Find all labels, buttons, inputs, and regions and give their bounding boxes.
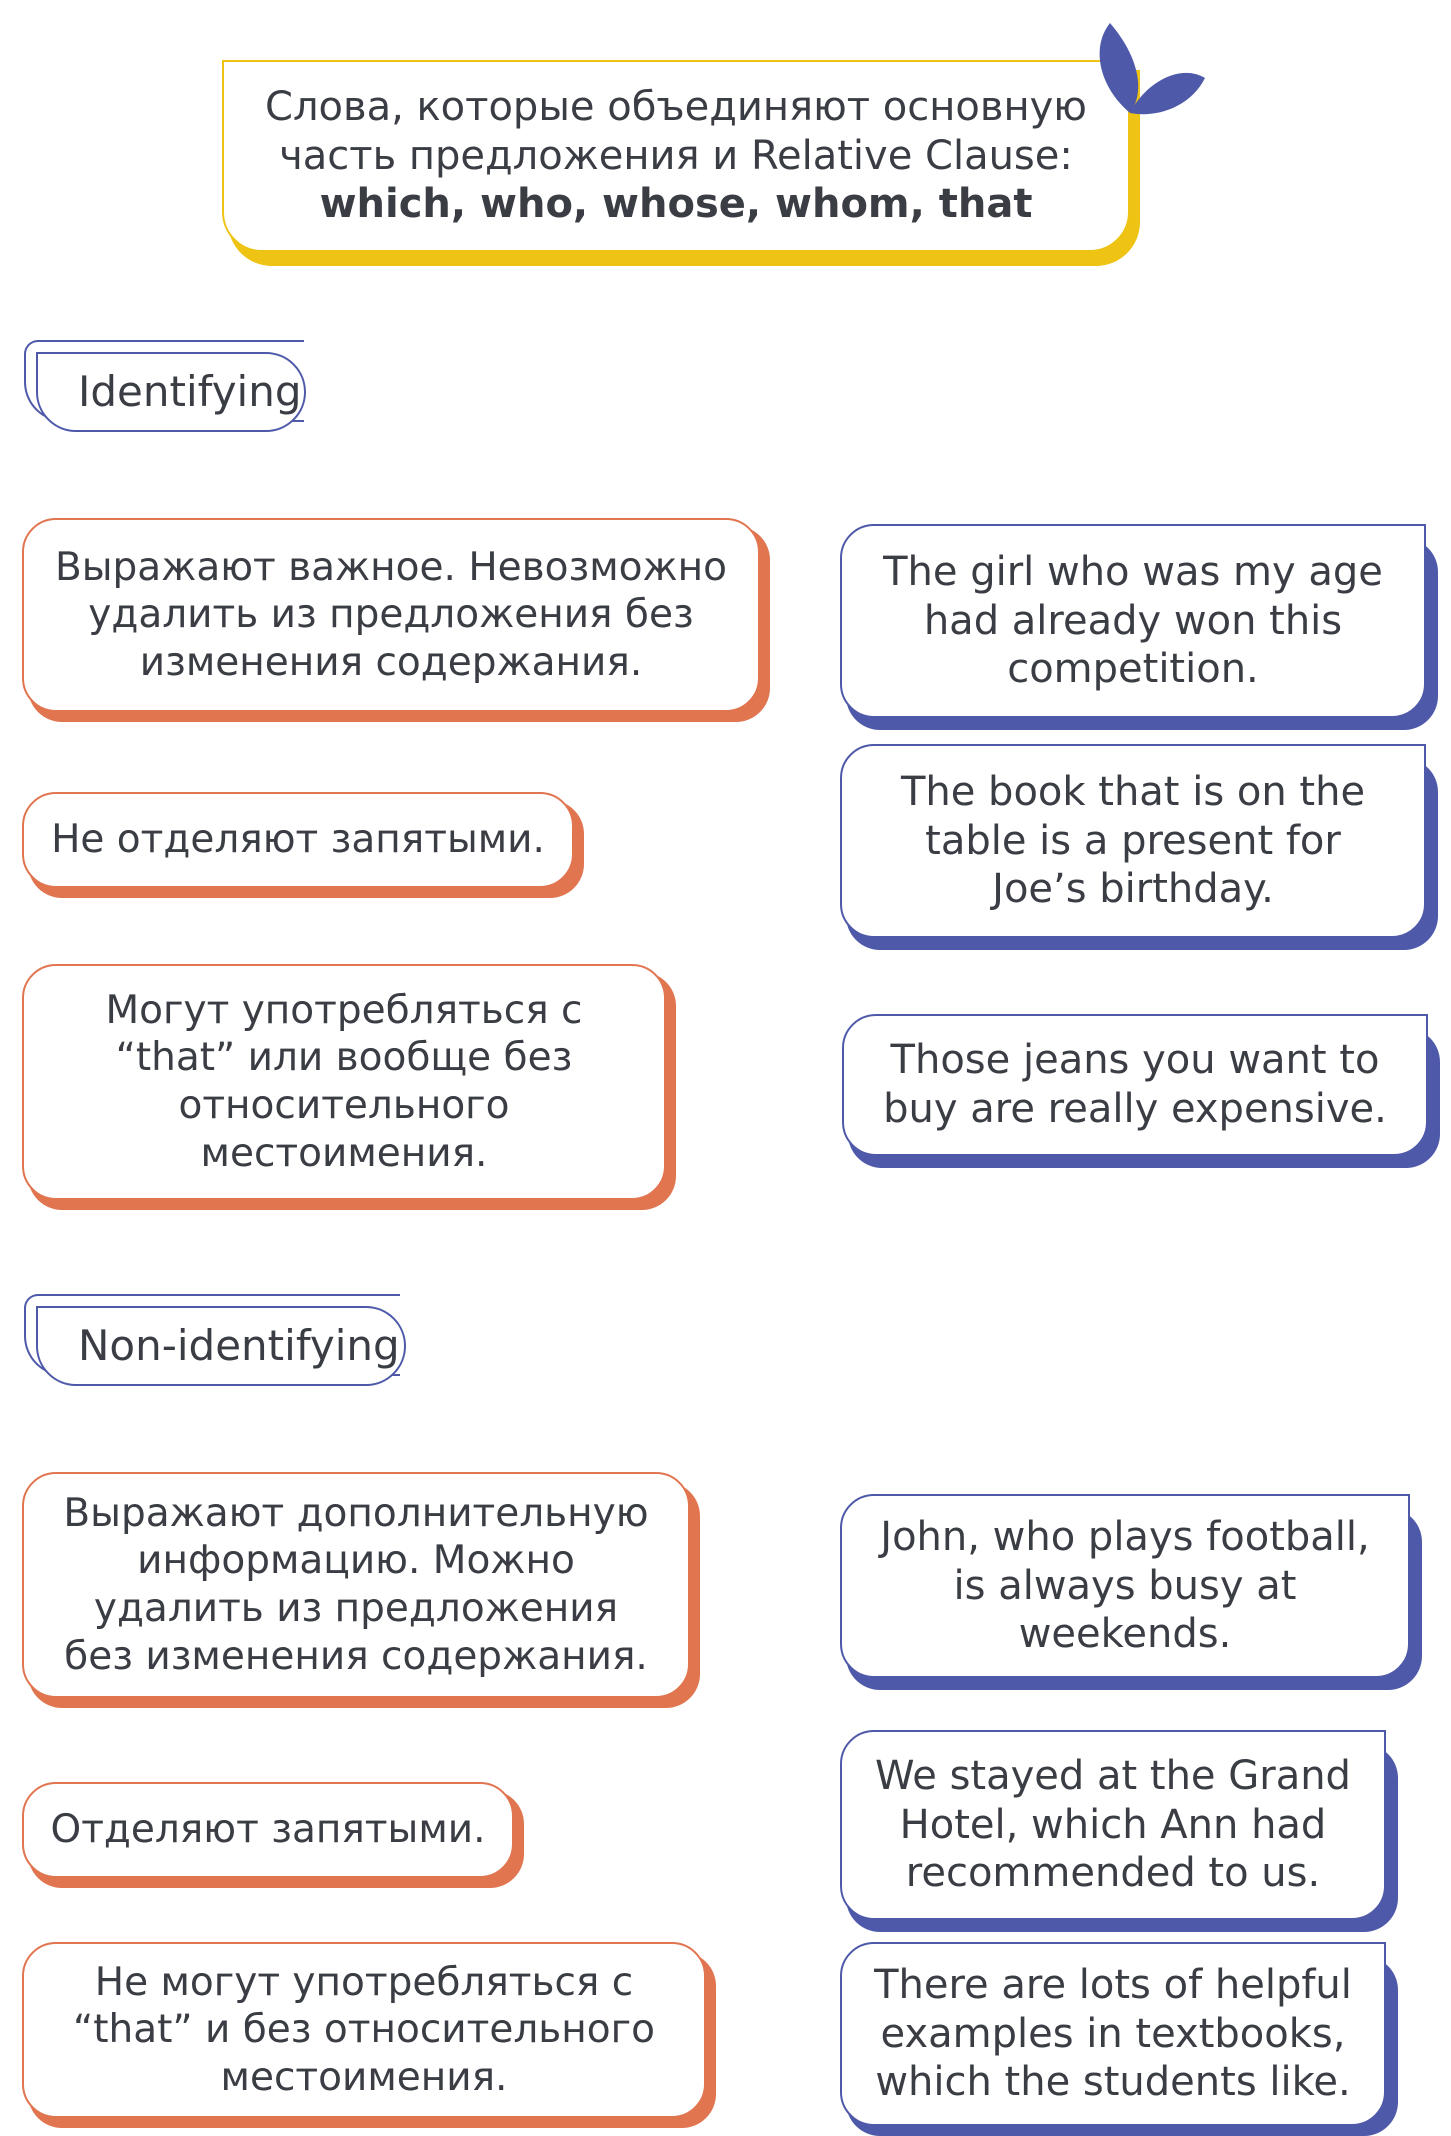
non-identifying-example-1: John, who plays football, is always busy at weekends. xyxy=(840,1494,1410,1678)
title-line-2: часть предложения и Relative Clause: xyxy=(279,132,1073,179)
title-line-3: which, who, whose, whom, that xyxy=(319,181,1033,228)
identifying-rule-1: Выражают важное. Невозможно удалить из предложения без изменения содержания. xyxy=(22,518,760,712)
identifying-rule-3: Могут употребляться с “that” или вообще без относительного местоимения. xyxy=(22,964,666,1200)
non-identifying-rule-1: Выражают дополнительную информацию. Можно удалить из предложения без изменения содержания. xyxy=(22,1472,690,1698)
non-identifying-example-2: We stayed at the Grand Hotel, which Ann had recommended to us. xyxy=(840,1730,1386,1920)
identifying-example-2: The book that is on the table is a present for Joe’s birthday. xyxy=(840,744,1426,938)
identifying-tag: Identifying xyxy=(36,352,306,432)
title-box xyxy=(222,60,1130,252)
identifying-example-3: Those jeans you want to buy are really expensive. xyxy=(842,1014,1428,1156)
leaf-icon xyxy=(1090,18,1210,118)
non-identifying-example-3: There are lots of helpful examples in textbooks, which the students like. xyxy=(840,1942,1386,2126)
identifying-example-1: The girl who was my age had already won this competition. xyxy=(840,524,1426,718)
non-identifying-rule-3: Не могут употребляться с “that” и без относительного местоимения. xyxy=(22,1942,706,2118)
identifying-rule-2: Не отделяют запятыми. xyxy=(22,792,574,888)
non-identifying-rule-2: Отделяют запятыми. xyxy=(22,1782,514,1878)
non-identifying-tag: Non-identifying xyxy=(36,1306,406,1386)
title-line-1: Слова, которые объединяют основную xyxy=(265,83,1087,130)
